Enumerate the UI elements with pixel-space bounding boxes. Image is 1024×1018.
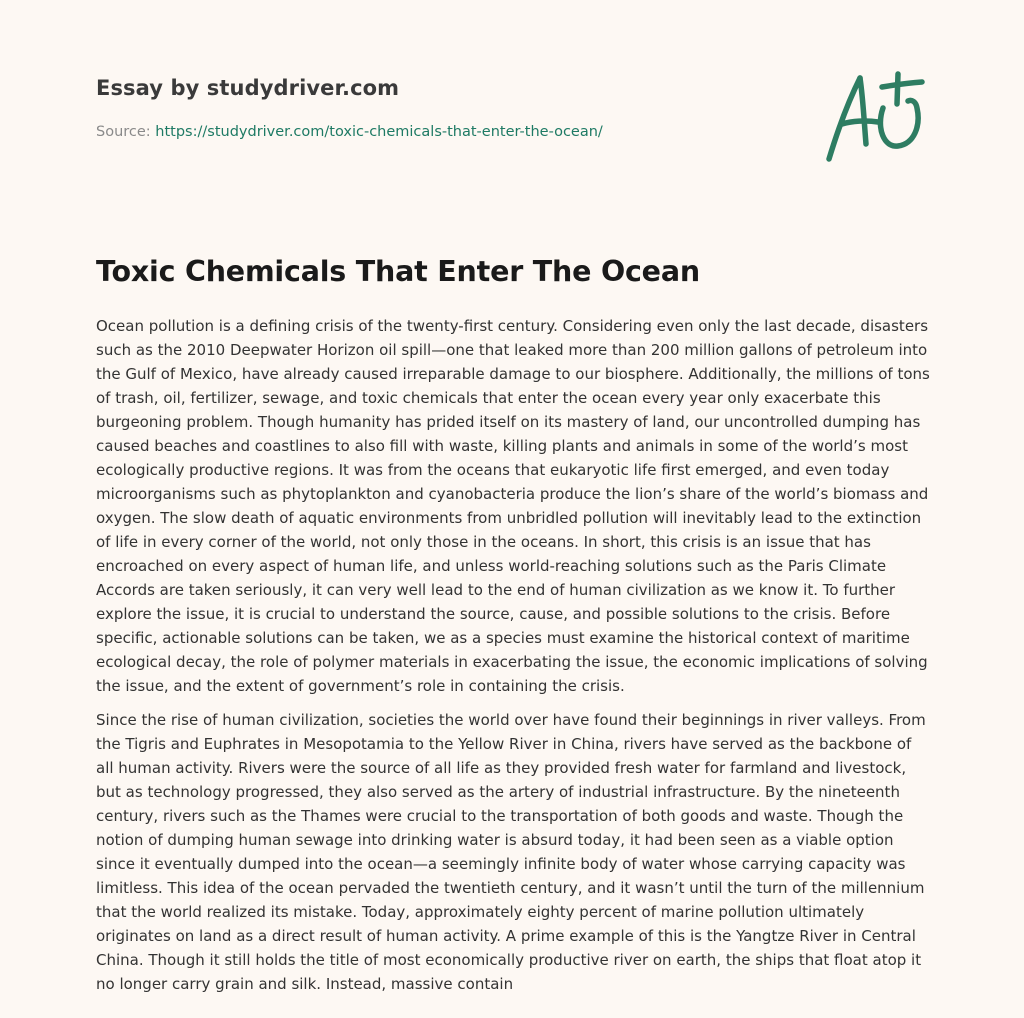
essay-body bbox=[96, 314, 930, 1006]
site-brand: Essay by studydriver.com bbox=[96, 76, 400, 100]
essay-paragraph: Ocean pollution is a defining crisis of the twenty-first century. Considering even only the last decade, disasters such as the 2010 Deepwater Horizon oil spill—one that leaked more than 200 million gallons of petroleum into the Gulf of Mexico, have already caused irreparable damage to our biosphere. Additionally, the millions of tons of trash, oil, fertilizer, sewage, and toxic chemicals that enter the ocean every year only exacerbate this burgeoning problem. Though humanity has prided itself on its mastery of land, our uncontrolled dumping has caused beaches and coastlines to also fill with waste, killing plants and animals in some of the world’s most ecologically productive regions. It was from the oceans that eukaryotic life first emerged, and even today microorganisms such as phytoplankton and cyanobacteria produce the lion’s share of the world’s biomass and oxygen. The slow death of aquatic environments from unbridled pollution will inevitably lead to the extinction of life in every corner of the world, not only those in the oceans. In short, this crisis is an issue that has encroached on every aspect of human life, and unless world-reaching solutions such as the Paris Climate Accords are taken seriously, it can very well lead to the end of human civilization as we know it. To further explore the issue, it is crucial to understand the source, cause, and possible solutions to the crisis. Before specific, actionable solutions can be taken, we as a species must examine the historical context of maritime ecological decay, the role of polymer materials in exacerbating the issue, the economic implications of solving the issue, and the extent of government’s role in containing the crisis. bbox=[96, 317, 930, 695]
essay-title: Toxic Chemicals That Enter The Ocean bbox=[96, 255, 700, 288]
a-plus-logo bbox=[820, 68, 930, 168]
essay-paragraph: Since the rise of human civilization, societies the world over have found their beginnings in river valleys. From the Tigris and Euphrates in Mesopotamia to the Yellow River in China, rivers have served as the backbone of all human activity. Rivers were the source of all life as they provided fresh water for farmland and livestock, but as technology progressed, they also served as the artery of industrial infrastructure. By the nineteenth century, rivers such as the Thames were crucial to the transportation of both goods and waste. Though the notion of dumping human sewage into drinking water is absurd today, it had been seen as a viable option since it eventually dumped into the ocean—a seemingly infinite body of water whose carrying capacity was limitless. This idea of the ocean pervaded the twentieth century, and it wasn’t until the turn of the millennium that the world realized its mistake. Today, approximately eighty percent of marine pollution ultimately originates on land as a direct result of human activity. A prime example of this is the Yangtze River in Central China. Though it still holds the title of most economically productive river on earth, the ships that float atop it no longer carry grain and silk. Instead, massive contain bbox=[96, 711, 926, 993]
source-label: Source: bbox=[96, 124, 156, 140]
source-line bbox=[96, 124, 603, 140]
source-link[interactable]: https://studydriver.com/toxic-chemicals-that-enter-the-ocean/ bbox=[155, 124, 603, 140]
